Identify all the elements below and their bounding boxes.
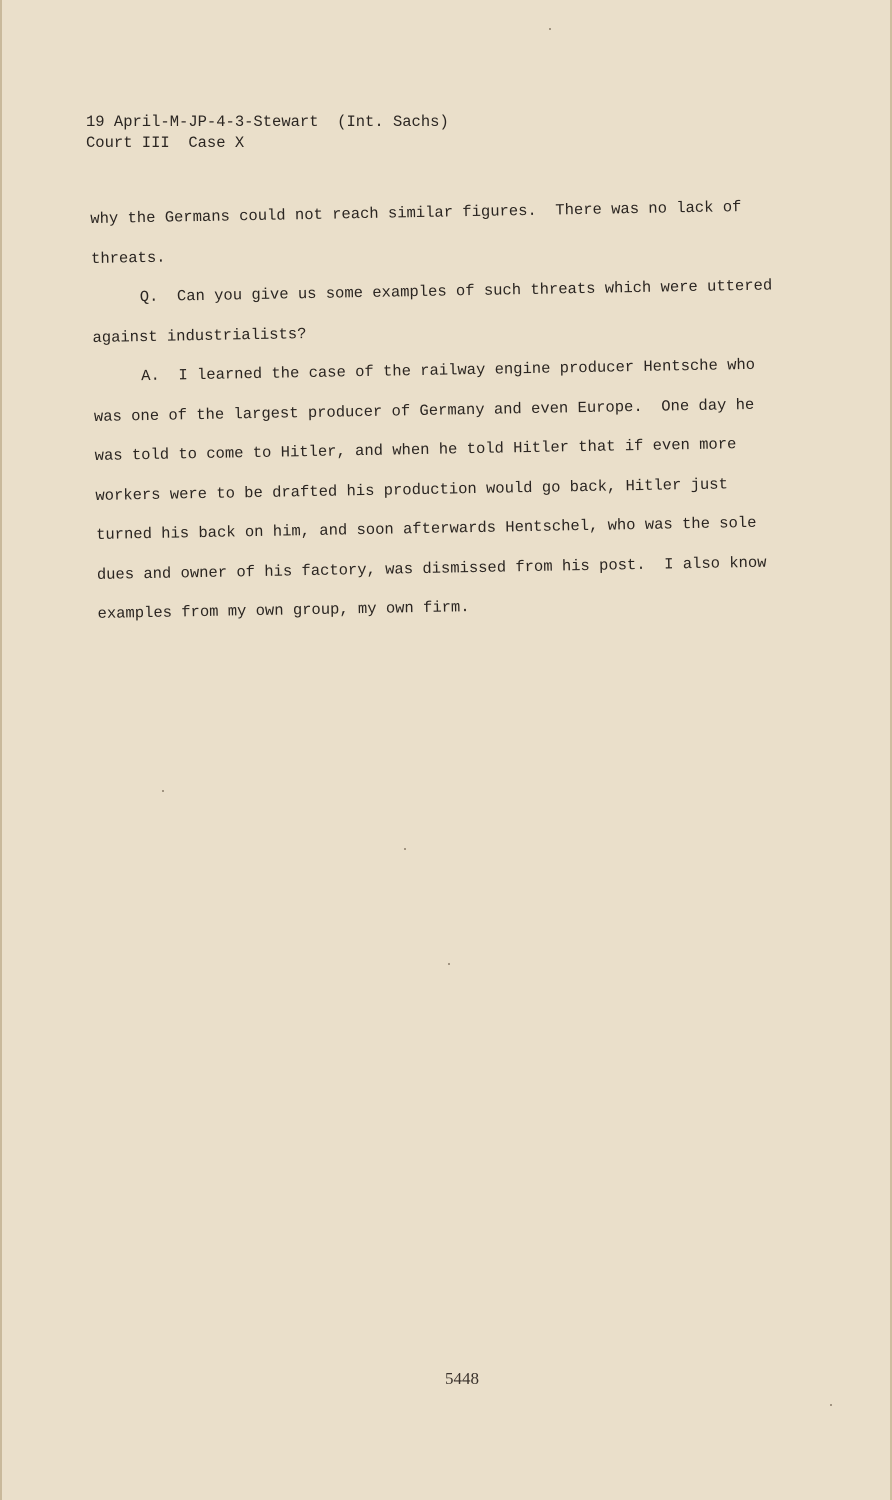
page-number: 5448 [445,1369,479,1388]
document-header [86,112,449,154]
transcript-line: examples from my own group, my own firm. [97,598,470,623]
transcript-line: dues and owner of his factory, was dismissed from his post. I also know [96,553,767,584]
paper-speck [549,28,551,30]
question-line: Q. Can you give us some examples of such threats which were uttered [139,276,773,307]
paper-speck [830,1404,832,1406]
transcript-body [90,187,818,635]
header-line-1: 19 April-M-JP-4-3-Stewart (Int. Sachs) [86,113,449,131]
transcript-line: was told to come to Hitler, and when he told Hitler that if even more [94,435,737,465]
transcript-line: was one of the largest producer of Germany and even Europe. One day he [93,395,755,426]
transcript-line: against industrialists? [92,324,307,347]
paper-speck [448,963,450,965]
transcript-line: turned his back on him, and soon afterwards Hentschel, who was the sole [95,513,757,544]
paper-speck [162,790,164,792]
answer-line: A. I learned the case of the railway engine producer Hentsche who [141,355,756,386]
transcript-line: threats. [90,248,166,268]
header-line-2: Court III Case X [86,134,245,152]
transcript-line: workers were to be drafted his production would go back, Hitler just [95,474,728,505]
transcript-line: why the Germans could not reach similar figures. There was no lack of [90,198,742,228]
paper-speck [404,848,406,850]
